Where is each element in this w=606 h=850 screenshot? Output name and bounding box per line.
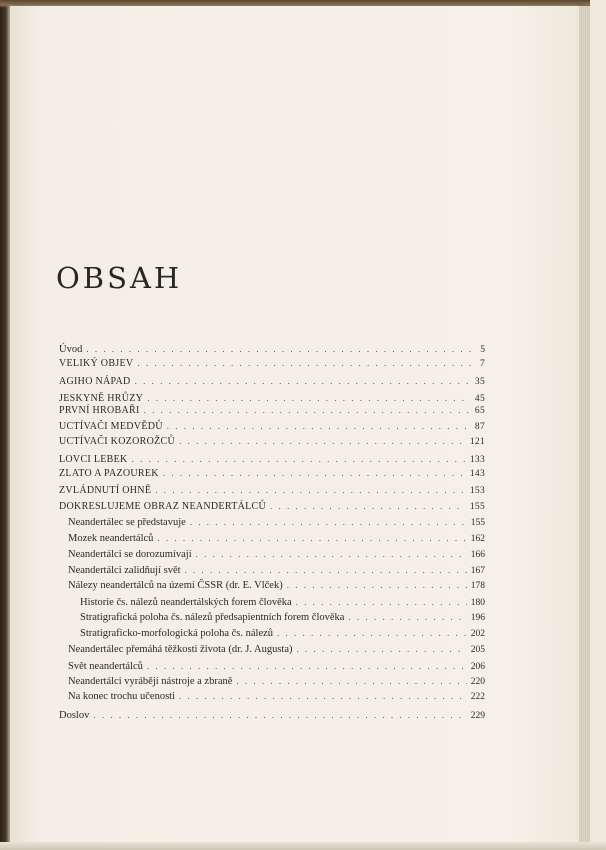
toc-entry-label: Stratigrafická poloha čs. nálezů předsapientních forem člověka [80, 612, 345, 623]
toc-entry[interactable] [68, 689, 485, 703]
dot-leader [277, 626, 467, 640]
toc-entry[interactable] [68, 642, 485, 656]
toc-entry-label: Mozek neandertálců [68, 533, 154, 544]
dot-leader [137, 356, 476, 370]
dot-leader [163, 466, 466, 480]
toc-entry-label: DOKRESLUJEME OBRAZ NEANDERTÁLCŮ [59, 501, 267, 512]
dot-leader [270, 499, 466, 513]
toc-entry[interactable] [80, 626, 485, 640]
dot-leader [297, 642, 467, 656]
page-title: OBSAH [56, 261, 183, 295]
dot-leader [190, 515, 467, 529]
toc-entry[interactable] [59, 466, 485, 480]
toc-entry-label: ZLATO A PAZOUREK [59, 468, 159, 479]
toc-entry-label: JESKYNĚ HRŮZY [59, 393, 144, 404]
toc-entry[interactable] [59, 342, 485, 356]
toc-entry-label: Neandertálec se představuje [68, 517, 186, 528]
toc-entry-page: 143 [469, 469, 485, 479]
toc-entry-page: 220 [470, 677, 485, 687]
dot-leader [196, 547, 467, 561]
toc-entry[interactable] [59, 403, 485, 417]
toc-entry[interactable] [80, 610, 485, 624]
toc-entry-page: 45 [474, 394, 485, 404]
toc-entry[interactable] [68, 659, 485, 673]
dot-leader [155, 483, 466, 497]
dot-leader [179, 434, 466, 448]
toc-entry-page: 222 [470, 692, 485, 702]
toc-entry-label: Neandertálci vyrábějí nástroje a zbraně [68, 676, 233, 687]
toc-entry-page: 180 [470, 598, 485, 608]
toc-entry-page: 5 [480, 345, 485, 355]
toc-entry-page: 229 [470, 711, 485, 721]
dot-leader [86, 342, 476, 356]
toc-entry-label: Nálezy neandertálců na území ČSSR (dr. E. Vlček) [68, 580, 283, 591]
toc-entry-label: Historie čs. nálezů neandertálských forem člověka [80, 597, 292, 608]
toc-entry-label: UCTÍVAČI MEDVĚDŮ [59, 421, 163, 432]
toc-entry[interactable] [59, 452, 485, 466]
toc-entry[interactable] [59, 356, 485, 370]
toc-entry-page: 65 [474, 406, 485, 416]
toc-entry-label: LOVCI LEBEK [59, 454, 128, 465]
dot-leader [179, 689, 467, 703]
toc-entry-page: 162 [470, 534, 485, 544]
toc-entry-label: Neandertálec přemáhá těžkosti života (dr. J. Augusta) [68, 644, 293, 655]
dot-leader [132, 452, 466, 466]
dot-leader [348, 610, 466, 624]
toc-entry[interactable] [68, 547, 485, 561]
toc-entry-page: 205 [470, 645, 485, 655]
dot-leader [185, 563, 467, 577]
dot-leader [144, 403, 471, 417]
toc-entry-label: PRVNÍ HROBAŘI [59, 405, 140, 416]
toc-entry[interactable] [59, 499, 485, 513]
dot-leader [296, 595, 467, 609]
dot-leader [236, 674, 466, 688]
toc-entry[interactable] [59, 374, 485, 388]
toc-entry[interactable] [68, 674, 485, 688]
toc-entry[interactable] [68, 563, 485, 577]
toc-entry[interactable] [68, 531, 485, 545]
toc-entry-page: 167 [470, 566, 485, 576]
toc-entry-label: Neandertálci se dorozumívají [68, 549, 192, 560]
toc-entry-page: 178 [470, 581, 485, 591]
toc-entry-page: 206 [470, 662, 485, 672]
toc-entry-page: 133 [469, 455, 485, 465]
toc-entry-label: Úvod [59, 344, 83, 355]
toc-entry[interactable] [59, 483, 485, 497]
toc-entry-label: ZVLÁDNUTÍ OHNĚ [59, 485, 152, 496]
toc-entry-page: 153 [469, 486, 485, 496]
toc-entry-page: 7 [479, 359, 485, 369]
toc-entry-page: 87 [474, 422, 485, 432]
toc-entry-label: Neandertálci zalidňují svět [68, 565, 181, 576]
dot-leader [147, 659, 467, 673]
toc-entry[interactable] [59, 419, 485, 433]
toc-entry-label: UCTÍVAČI KOZOROŽCŮ [59, 436, 176, 447]
toc-entry[interactable] [80, 595, 485, 609]
toc-entry-label: Na konec trochu učenosti [68, 691, 176, 702]
toc-entry-label: Svět neandertálců [68, 661, 143, 672]
toc-entry-page: 35 [474, 377, 485, 387]
toc-entry-page: 155 [469, 502, 485, 512]
toc-entry-page: 166 [470, 550, 485, 560]
toc-entry[interactable] [68, 515, 485, 529]
toc-entry[interactable] [59, 708, 485, 722]
dot-leader [93, 708, 466, 722]
toc-entry-label: AGIHO NÁPAD [59, 376, 131, 387]
toc-entry-page: 202 [470, 629, 485, 639]
toc-entry[interactable] [59, 434, 485, 448]
toc-entry-page: 155 [470, 518, 485, 528]
toc-entry-page: 196 [470, 613, 485, 623]
toc-entry-page: 121 [469, 437, 485, 447]
toc-entry-label: VELIKÝ OBJEV [59, 358, 134, 369]
toc-entry[interactable] [68, 578, 485, 592]
dot-leader [135, 374, 471, 388]
dot-leader [157, 531, 466, 545]
dot-leader [167, 419, 471, 433]
toc-entry-label: Stratigraficko-morfologická poloha čs. nálezů [80, 628, 274, 639]
toc-entry-label: Doslov [59, 710, 90, 721]
dot-leader [287, 578, 467, 592]
